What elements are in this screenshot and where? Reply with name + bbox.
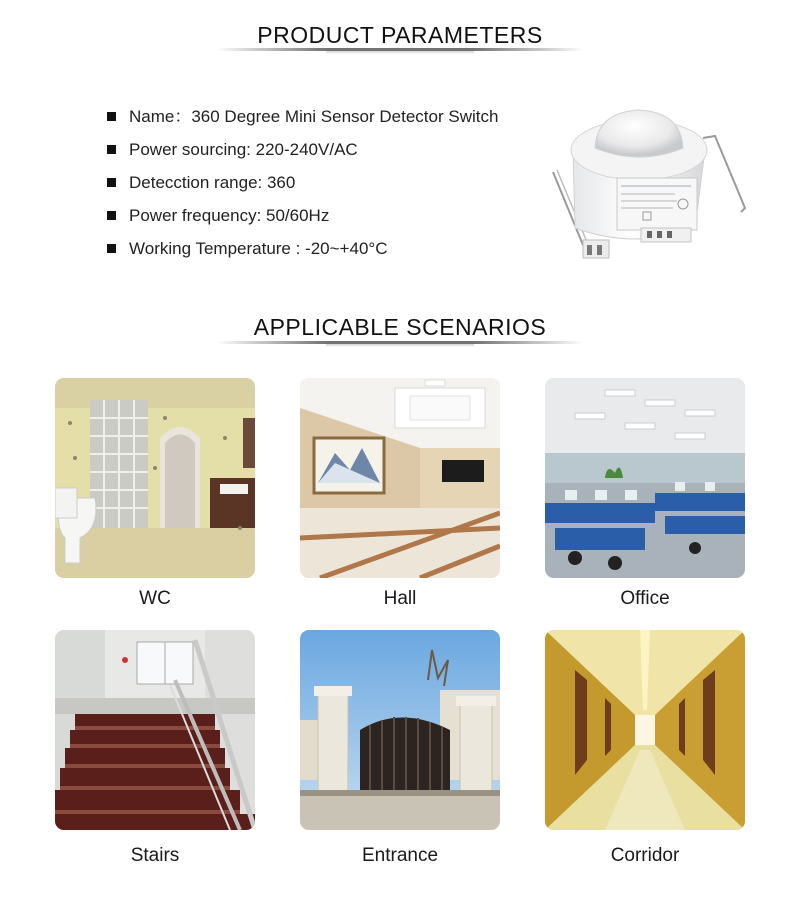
office-photo <box>545 378 745 578</box>
bullet-square-icon <box>107 211 116 220</box>
scenario-card-office <box>545 378 745 609</box>
parameter-text: Power sourcing: 220-240V/AC <box>129 140 358 159</box>
parameter-text: Name：360 Degree Mini Sensor Detector Switch <box>129 107 499 126</box>
parameter-list <box>107 105 498 270</box>
scenario-label: Stairs <box>130 845 180 866</box>
scenario-card-stairs <box>55 630 255 866</box>
scenario-label: Office <box>620 588 670 609</box>
stairs-photo <box>55 630 255 830</box>
scenario-label: Hall <box>383 588 417 609</box>
scenario-label: WC <box>139 588 171 609</box>
bullet-square-icon <box>107 112 116 121</box>
corridor-photo <box>545 630 745 830</box>
parameter-text: Detecction range: 360 <box>129 173 296 192</box>
bullet-square-icon <box>107 244 116 253</box>
scenario-card-wc <box>55 378 255 609</box>
scenario-card-hall <box>300 378 500 609</box>
parameter-item-detection-range <box>107 171 498 204</box>
hall-photo <box>300 378 500 578</box>
applicable-scenarios-title: APPLICABLE SCENARIOS <box>253 314 547 340</box>
title-underline <box>215 48 585 51</box>
sensor-product-image <box>545 100 765 285</box>
bullet-square-icon <box>107 178 116 187</box>
parameter-text: Power frequency: 50/60Hz <box>129 206 330 225</box>
parameter-text: Working Temperature : -20~+40°C <box>129 239 388 258</box>
scenario-label: Entrance <box>361 845 439 866</box>
wc-photo <box>55 378 255 578</box>
parameter-item-power-sourcing <box>107 138 498 171</box>
parameter-item-name <box>107 105 498 138</box>
scenario-label: Corridor <box>610 845 680 866</box>
scenario-card-entrance <box>300 630 500 866</box>
title-underline <box>215 341 585 344</box>
product-parameters-title: PRODUCT PARAMETERS <box>257 22 543 48</box>
parameter-item-working-temperature <box>107 237 498 270</box>
entrance-photo <box>300 630 500 830</box>
bullet-square-icon <box>107 145 116 154</box>
scenario-card-corridor <box>545 630 745 866</box>
parameter-item-power-frequency <box>107 204 498 237</box>
